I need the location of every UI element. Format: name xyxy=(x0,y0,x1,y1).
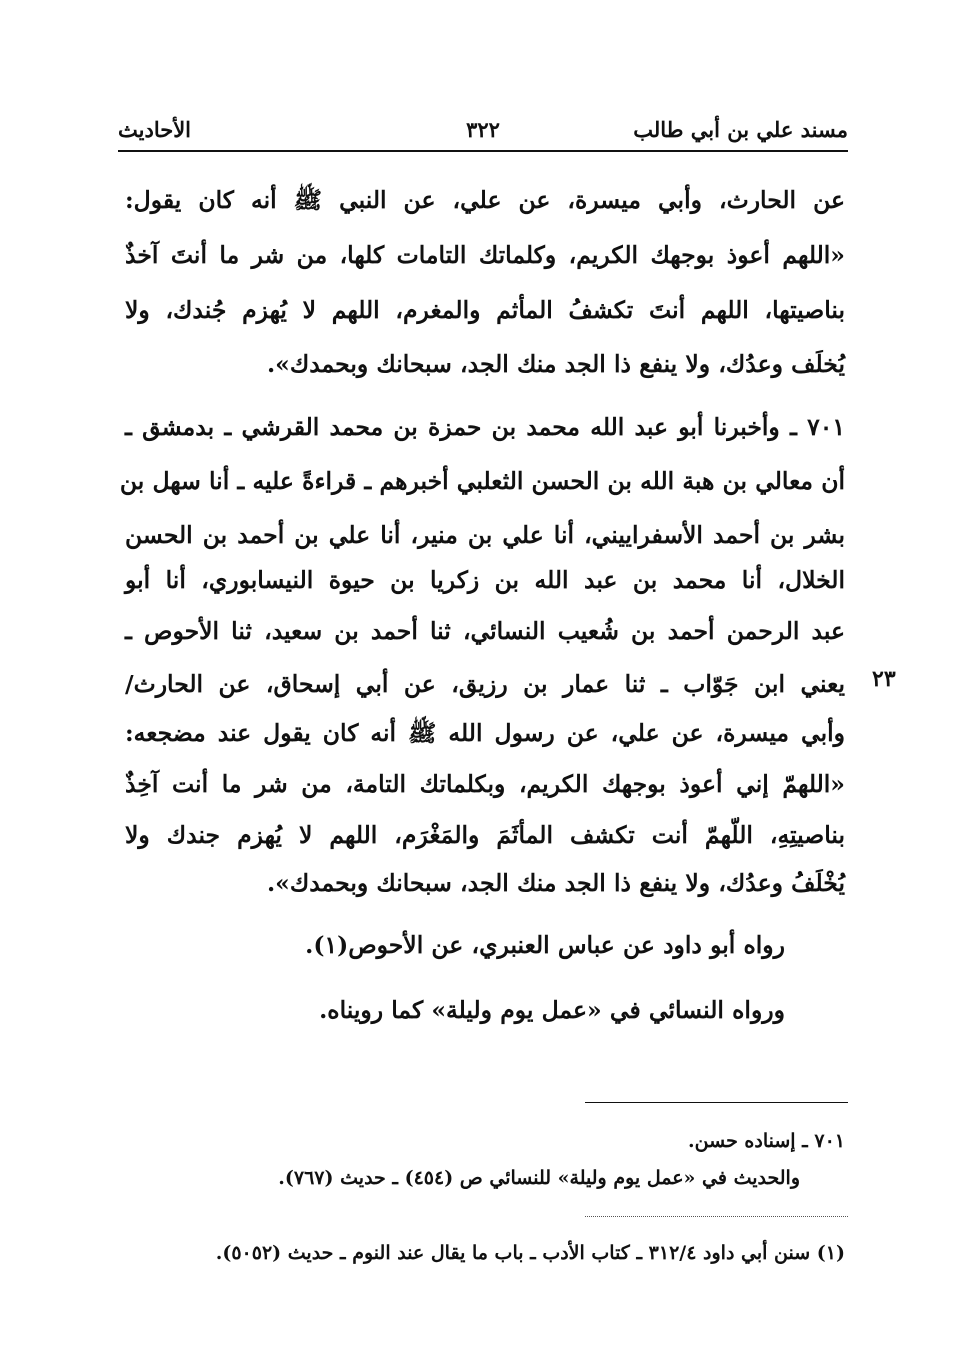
text-line: «اللهم أعوذ بوجهك الكريم، وكلماتك التامات كلها، من شر ما أنتَ آخذٌ xyxy=(125,241,845,269)
margin-page-marker: ٢٣ xyxy=(872,666,896,692)
text-line: الخلال، أنا محمد بن عبد الله بن زكريا بن حيوة النيسابوري، أنا أبو xyxy=(125,566,845,594)
footnote-line: والحديث في «عمل يوم وليلة» للنسائي ص (٤٥٤) ـ حديث (٧٦٧). xyxy=(278,1167,800,1189)
footnote-rule xyxy=(585,1102,848,1103)
text-line: يُخْلَفُ وعدُك، ولا ينفع ذا الجد منك الجد، سبحانك وبحمدك». xyxy=(266,869,845,897)
page-number: ٣٢٢ xyxy=(466,116,500,142)
text-line: رواه أبو داود عن عباس العنبري، عن الأحوص(١). xyxy=(305,931,785,959)
text-line: أن معالي بن هبة الله بن الحسن الثعلبي أخبرهم ـ قراءةً عليه ـ أنا سهل بن xyxy=(119,467,845,495)
running-header xyxy=(118,112,848,146)
hadith-701-start: ٧٠١ ـ وأخبرنا أبو عبد الله محمد بن حمزة بن محمد القرشي ـ بدمشق ـ xyxy=(125,413,845,441)
book-title: مسند علي بن أبي طالب xyxy=(633,116,848,142)
text-line: عن الحارث، وأبي ميسرة، عن علي، عن النبي ﷺ أنه كان يقول: xyxy=(125,186,845,214)
text-line: يعني ابن جَوّاب ـ ثنا عمار بن رزيق، عن أبي إسحاق، عن الحارث/ xyxy=(125,670,845,698)
footnote-line: (١) سنن أبي داود ٣١٢/٤ ـ كتاب الأدب ـ باب ما يقال عند النوم ـ حديث (٥٠٥٢). xyxy=(215,1242,845,1264)
text-line: بشر بن أحمد الأسفراييني، أنا علي بن منير، أنا علي بن أحمد بن الحسن xyxy=(125,521,845,549)
text-line: ورواه النسائي في «عمل يوم وليلة» كما رويناه. xyxy=(319,996,785,1024)
text-line: بناصيتِهِ، اللّهمّ أنت تكشف المأثَمَ والمَغْرَم، اللهم لا يُهزم جندك ولا xyxy=(125,821,845,849)
text-line: عبد الرحمن أحمد بن شُعيب النسائي، ثنا أحمد بن سعيد، ثنا الأحوص ـ xyxy=(125,617,845,645)
header-rule xyxy=(118,150,848,152)
text-line: وأبي ميسرة، عن علي، عن رسول الله ﷺ أنه كان يقول عند مضجعه: xyxy=(125,719,845,747)
section-title: الأحاديث xyxy=(118,116,192,142)
footnote-line: ٧٠١ ـ إسناده حسن. xyxy=(688,1130,845,1152)
text-line: «اللهمّ إني أعوذ بوجهك الكريم، وبكلماتك التامة، من شر ما أنت آخِذٌ xyxy=(125,770,845,798)
text-line: بناصيتها، اللهم أنتَ تكشفُ المأثم والمغرم، اللهم لا يُهزم جُندك، ولا xyxy=(125,296,845,324)
footnote-separator xyxy=(585,1216,848,1217)
text-line: يُخلَف وعدُك، ولا ينفع ذا الجد منك الجد، سبحانك وبحمدك». xyxy=(266,350,845,378)
